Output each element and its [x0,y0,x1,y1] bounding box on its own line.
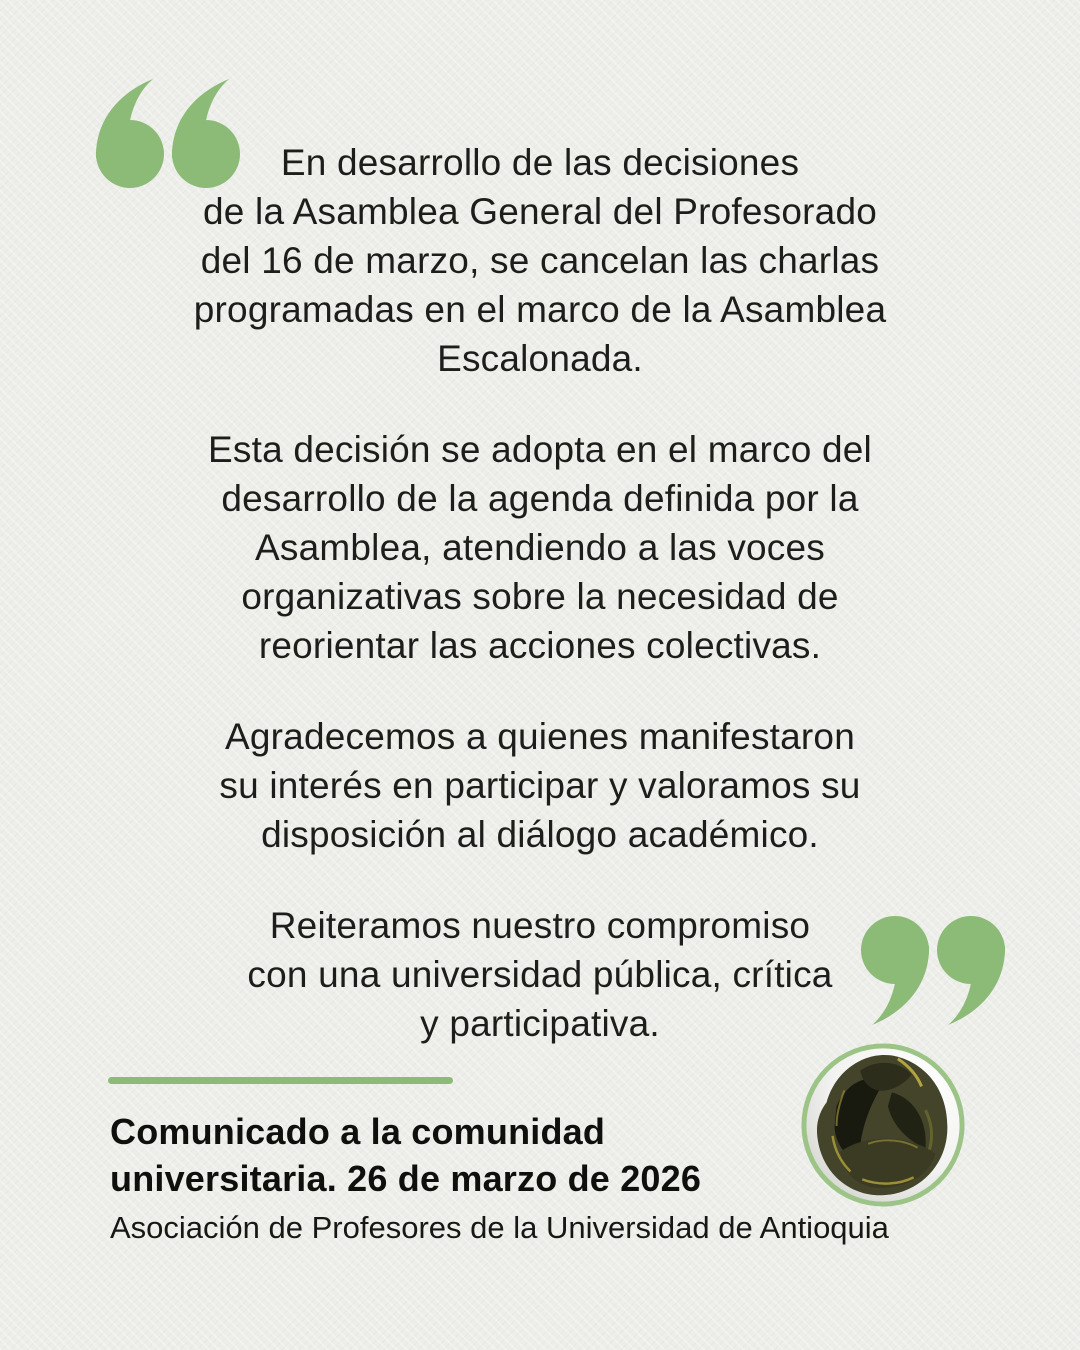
quote-line: En desarrollo de las decisiones [280,142,800,183]
quote-line: de la Asamblea General del Profesorado [202,191,877,232]
quote-paragraph-2 [0,425,1080,670]
quote-line: reorientar las acciones colectivas. [258,625,822,666]
footer-title [110,1108,701,1202]
quote-line: organizativas sobre la necesidad de [241,576,839,617]
footer-title-line2: universitaria. 26 de marzo de 2026 [110,1158,702,1199]
quote-line: Escalonada. [437,338,643,379]
quote-line: Agradecemos a quienes manifestaron [224,716,855,757]
quote-line: Esta decisión se adopta en el marco del [208,429,872,470]
quote-line: con una universidad pública, crítica [247,954,833,995]
quote-paragraph-1 [0,138,1080,383]
footer-title-line1: Comunicado a la comunidad [110,1111,606,1152]
quote-line: Reiteramos nuestro compromiso [269,905,811,946]
green-divider [108,1077,453,1084]
footer-organization: Asociación de Profesores de la Universidad de Antioquia [110,1210,889,1245]
quote-line: desarrollo de la agenda definida por la [221,478,859,519]
quote-line: su interés en participar y valoramos su [219,765,861,806]
quote-line: disposición al diálogo académico. [261,814,819,855]
quote-paragraph-3 [0,712,1080,859]
quote-line: Asamblea, atendiendo a las voces [255,527,825,568]
sculpture-photo [799,1041,967,1209]
close-quote-icon [858,912,1008,1028]
quote-line: del 16 de marzo, se cancelan las charlas [200,240,880,281]
quote-line: programadas en el marco de la Asamblea [193,289,887,330]
quote-line: y participativa. [420,1003,660,1044]
